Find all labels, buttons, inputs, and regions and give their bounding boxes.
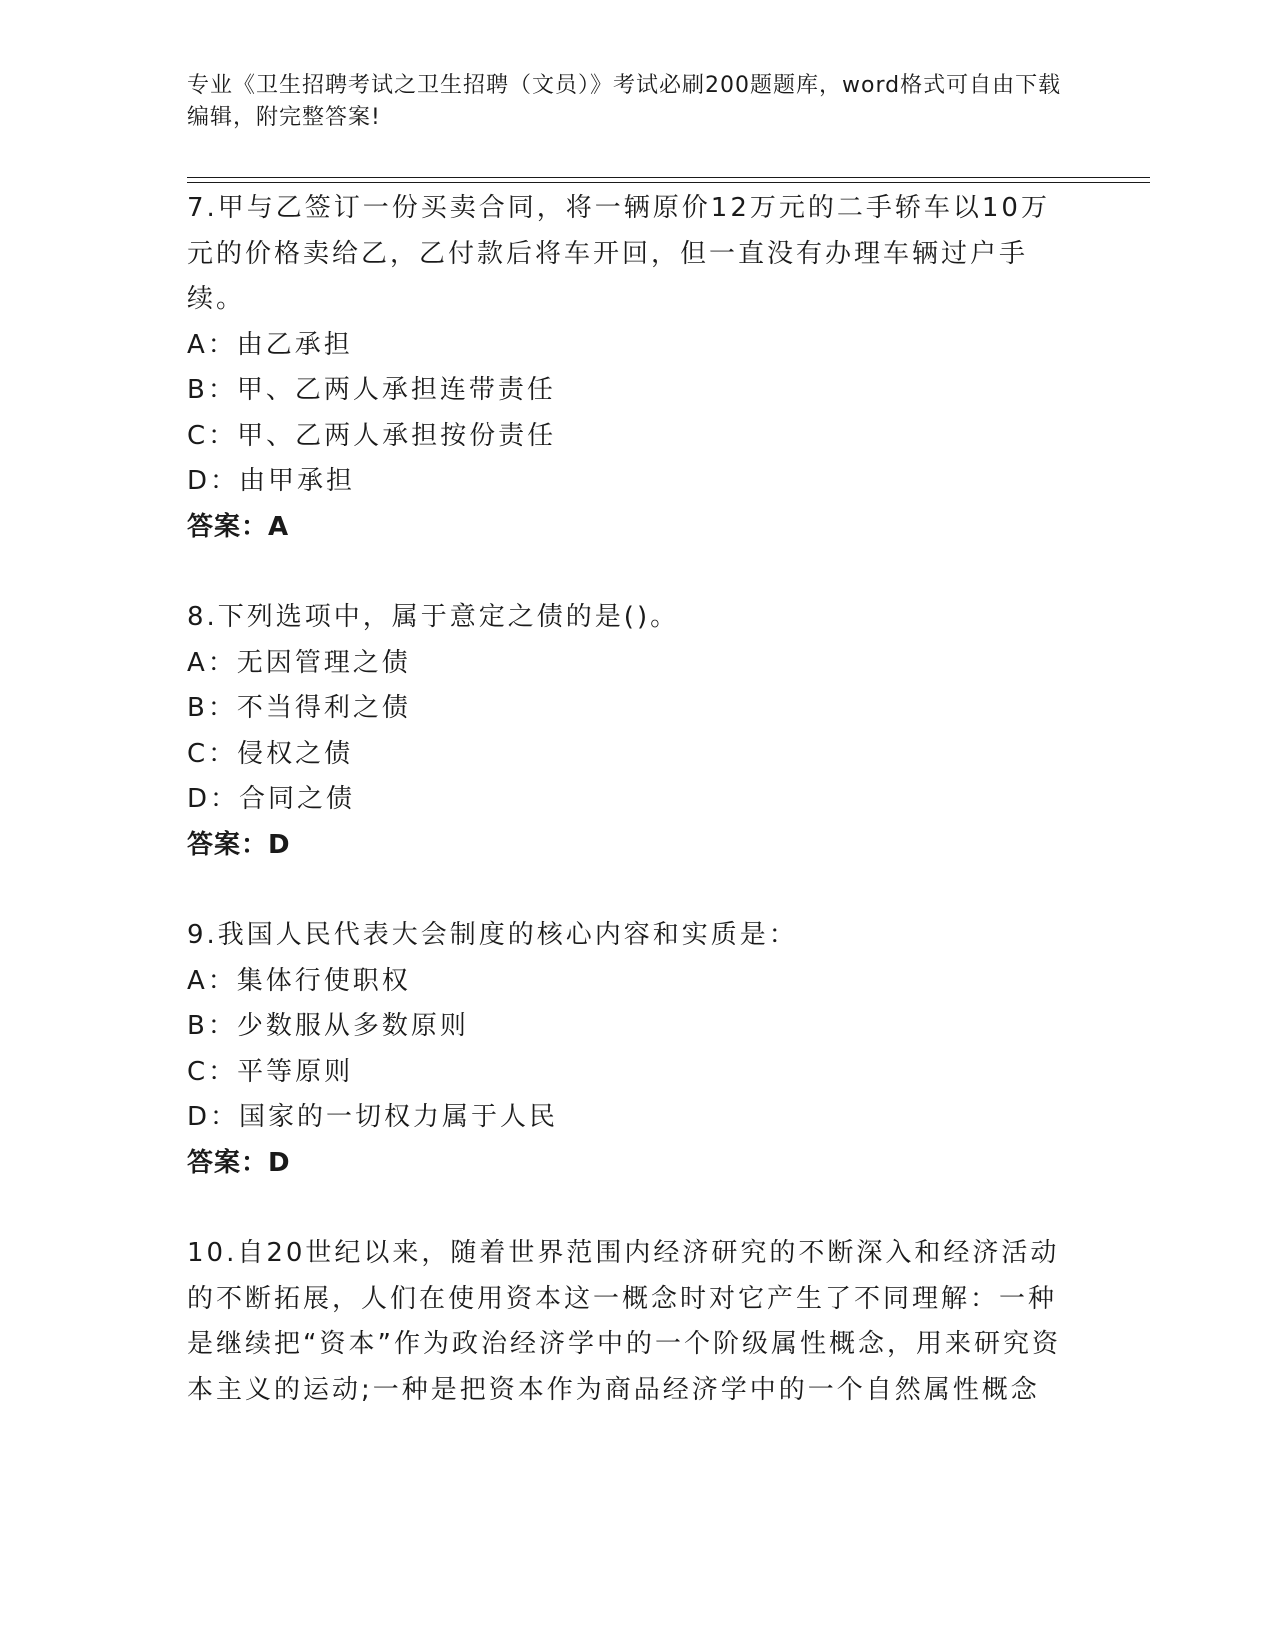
answer-label: 答案：D [187, 829, 291, 860]
question-stem: 10.自20世纪以来，随着世界范围内经济研究的不断深入和经济活动的不断拓展，人们在使用资本这一概念时对它产生了不同理解：一种是继续把“资本”作为政治经济学中的一个阶级属性概念，用来研究资本主义的运动;一种是把资本作为商品经济学中的一个自然属性概念 [187, 1238, 1061, 1405]
option-a: A：无因管理之债 [187, 647, 411, 678]
question-stem: 7.甲与乙签订一份买卖合同，将一辆原价12万元的二手轿车以10万元的价格卖给乙，乙付款后将车开回，但一直没有办理车辆过户手续。 [187, 193, 1050, 314]
question-9 [187, 913, 1077, 1186]
option-a: A：由乙承担 [187, 329, 353, 360]
question-7 [187, 186, 1077, 550]
answer-label: 答案：A [187, 511, 290, 542]
question-stem: 9.我国人民代表大会制度的核心内容和实质是： [187, 920, 798, 950]
option-d: D：合同之债 [187, 784, 356, 814]
question-10 [187, 1231, 1077, 1413]
option-a: A：集体行使职权 [187, 965, 411, 996]
option-d: D：国家的一切权力属于人民 [187, 1102, 559, 1132]
question-8 [187, 595, 1077, 868]
option-b: B：少数服从多数原则 [187, 1011, 469, 1041]
option-c: C：甲、乙两人承担按份责任 [187, 420, 557, 451]
option-b: B：甲、乙两人承担连带责任 [187, 375, 556, 405]
header-divider-bottom [187, 182, 1150, 183]
answer-label: 答案：D [187, 1147, 291, 1178]
option-c: C：侵权之债 [187, 738, 354, 769]
header-title: 专业《卫生招聘考试之卫生招聘（文员）》考试必刷200题题库，word格式可自由下载编辑，附完整答案! [187, 73, 1062, 130]
question-stem: 8.下列选项中，属于意定之债的是()。 [187, 602, 680, 632]
option-b: B：不当得利之债 [187, 693, 411, 723]
header-divider-top [187, 177, 1150, 178]
document-header [187, 70, 1067, 134]
option-c: C：平等原则 [187, 1056, 354, 1087]
option-d: D：由甲承担 [187, 466, 356, 496]
question-list [187, 186, 1077, 1413]
